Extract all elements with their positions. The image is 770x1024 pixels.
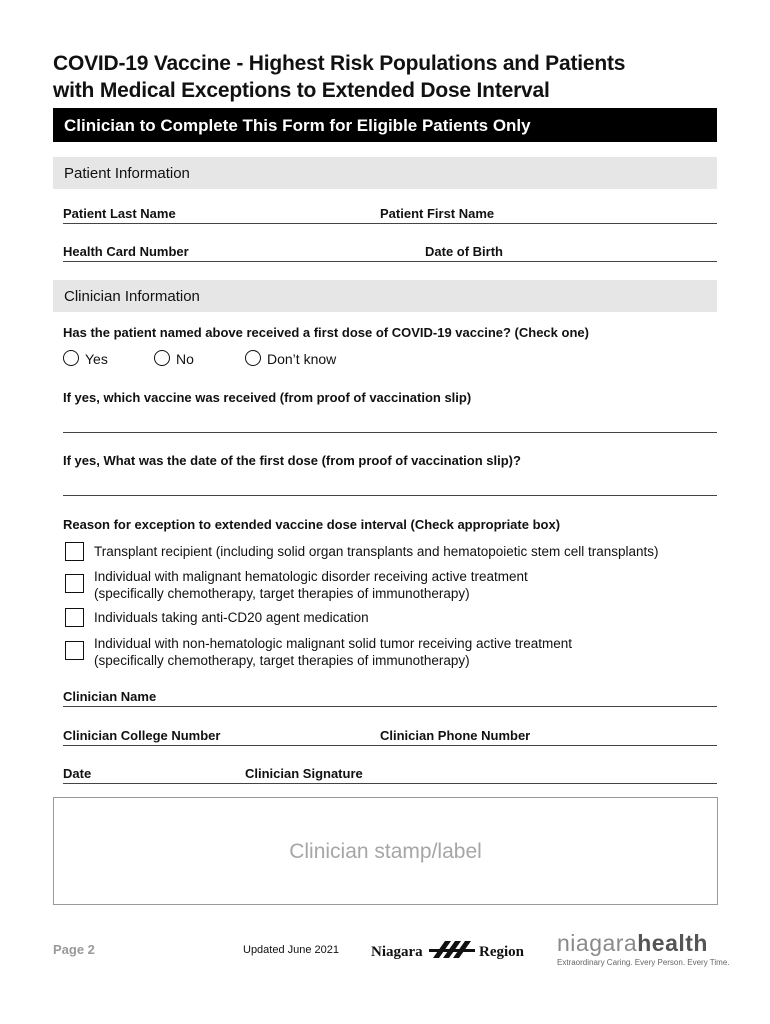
niagara-region-logo-graphic bbox=[371, 938, 527, 962]
exception-reason-heading: Reason for exception to extended vaccine dose interval (Check appropriate box) bbox=[63, 517, 561, 532]
reason-anti-cd20-label bbox=[94, 609, 369, 626]
vaccine-received-question: If yes, which vaccine was received (from proof of vaccination slip) bbox=[63, 390, 472, 405]
first-dose-yes-radio[interactable] bbox=[63, 350, 79, 366]
niagara-health-wordmark bbox=[557, 930, 717, 957]
reason-hematologic-checkbox[interactable] bbox=[65, 574, 84, 593]
reason-anti-cd20-checkbox[interactable] bbox=[65, 608, 84, 627]
nh-logo-light: niagara bbox=[557, 930, 638, 956]
reason-solid-tumor-checkbox[interactable] bbox=[65, 641, 84, 660]
first-dose-date-question: If yes, What was the date of the first dose (from proof of vaccination slip)? bbox=[63, 453, 521, 468]
reason-solid-tumor-text-line-2: (specifically chemotherapy, target therapies of immunotherapy) bbox=[94, 653, 470, 668]
date-signature-field-line[interactable] bbox=[63, 783, 717, 784]
instruction-banner bbox=[53, 108, 717, 142]
clinician-name-field-line[interactable] bbox=[63, 706, 717, 707]
date-label: Date bbox=[63, 766, 92, 781]
clinician-information-heading: Clinician Information bbox=[64, 288, 200, 305]
niagara-region-logo bbox=[371, 938, 527, 962]
first-dose-date-field-line[interactable] bbox=[63, 495, 717, 496]
clinician-college-number-label: Clinician College Number bbox=[63, 728, 221, 743]
clinician-stamp-box[interactable] bbox=[53, 797, 718, 905]
date-of-birth-label: Date of Birth bbox=[425, 244, 503, 259]
clinician-signature-label: Clinician Signature bbox=[245, 766, 363, 781]
reason-solid-tumor-text-line-1: Individual with non-hematologic malignant solid tumor receiving active treatment bbox=[94, 636, 572, 651]
clinician-information-header bbox=[53, 280, 717, 312]
region-logo-left-text: Niagara bbox=[371, 944, 423, 960]
clinician-phone-number-label: Clinician Phone Number bbox=[380, 728, 531, 743]
form-title-line-2: with Medical Exceptions to Extended Dose Interval bbox=[53, 79, 550, 102]
reason-transplant-text: Transplant recipient (including solid organ transplants and hematopoietic stem cell transplants) bbox=[94, 544, 659, 559]
patient-first-name-label: Patient First Name bbox=[380, 206, 495, 221]
reason-hematologic-text-line-1: Individual with malignant hematologic disorder receiving active treatment bbox=[94, 569, 528, 584]
first-dose-yes-label: Yes bbox=[85, 351, 108, 367]
patient-information-heading: Patient Information bbox=[64, 165, 190, 182]
first-dose-no-label: No bbox=[176, 351, 194, 367]
reason-hematologic-text-line-2: (specifically chemotherapy, target therapies of immunotherapy) bbox=[94, 586, 470, 601]
updated-date: Updated June 2021 bbox=[243, 944, 340, 956]
vaccine-received-field-line[interactable] bbox=[63, 432, 717, 433]
instruction-banner-text: Clinician to Complete This Form for Eligible Patients Only bbox=[64, 116, 531, 135]
health-card-dob-field-line[interactable] bbox=[63, 261, 717, 262]
clinician-name-label: Clinician Name bbox=[63, 689, 157, 704]
reason-anti-cd20-text: Individuals taking anti-CD20 agent medication bbox=[94, 610, 369, 625]
first-dose-dont-know-label: Don’t know bbox=[267, 351, 337, 367]
region-logo-mark bbox=[429, 941, 475, 958]
reason-transplant-label bbox=[94, 543, 659, 560]
reason-hematologic-label bbox=[94, 568, 528, 602]
patient-information-header bbox=[53, 157, 717, 189]
niagara-health-tagline: Extraordinary Caring. Every Person. Every Time. bbox=[557, 958, 730, 967]
patient-name-field-line[interactable] bbox=[63, 223, 717, 224]
reason-transplant-checkbox[interactable] bbox=[65, 542, 84, 561]
form-title bbox=[53, 50, 733, 104]
clinician-stamp-placeholder: Clinician stamp/label bbox=[289, 840, 482, 863]
patient-last-name-label: Patient Last Name bbox=[63, 206, 176, 221]
niagara-health-logo bbox=[557, 930, 730, 967]
first-dose-no-radio[interactable] bbox=[154, 350, 170, 366]
reason-solid-tumor-label bbox=[94, 635, 572, 669]
first-dose-question: Has the patient named above received a first dose of COVID-19 vaccine? (Check one) bbox=[63, 325, 589, 340]
first-dose-dont-know-radio[interactable] bbox=[245, 350, 261, 366]
nh-logo-dark: health bbox=[637, 930, 708, 956]
region-logo-right-text: Region bbox=[479, 944, 524, 960]
college-phone-field-line[interactable] bbox=[63, 745, 717, 746]
form-title-line-1: COVID-19 Vaccine - Highest Risk Populations and Patients bbox=[53, 52, 626, 75]
health-card-number-label: Health Card Number bbox=[63, 244, 189, 259]
page-number: Page 2 bbox=[53, 942, 95, 957]
